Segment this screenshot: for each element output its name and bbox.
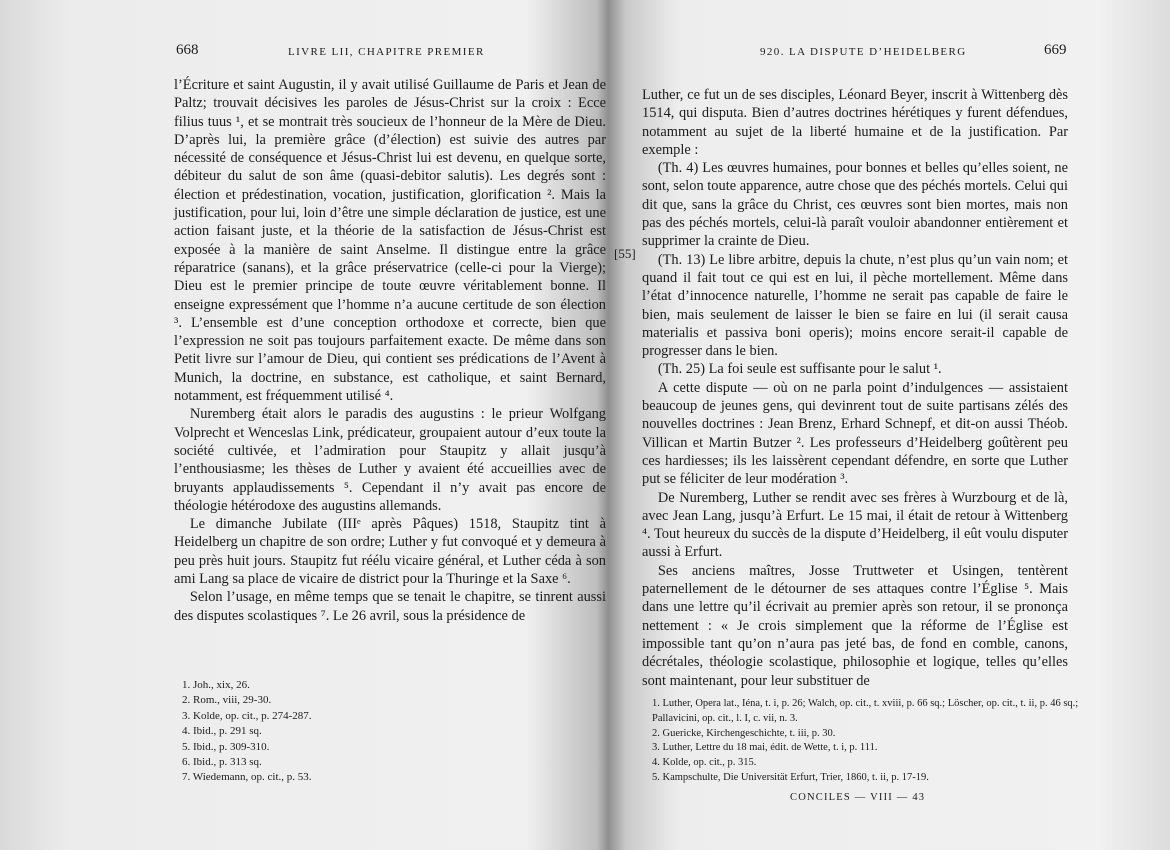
- paragraph: De Nuremberg, Luther se rendit avec ses frères à Wurzbourg et de là, avec Jean Lang, jusqu’à Erfurt. Le 15 mai, il était de retour à Wittenberg ⁴. Tout heureux du succès de la dispute d’Heidelberg, il eût voulu disputer aussi à Erfurt.: [642, 489, 1068, 561]
- footnote: 5. Kampschulte, Die Universität Erfurt, Trier, 1860, t. ii, p. 17-19.: [652, 771, 929, 783]
- footnote: 4. Ibid., p. 291 sq.: [182, 725, 262, 738]
- footnote: 4. Kolde, op. cit., p. 315.: [652, 757, 757, 769]
- paragraph: Nuremberg était alors le paradis des augustins : le prieur Wolfgang Volprecht et Wenceslas Link, prédicateur, groupaient autour d’eux toute la société cultivée, et l’admiration pour Staupitz y allait jusqu’à l’enthousiasme; les thèses de Luther y avaient été accueillies avec de bruyants applaudissements ⁵. Cependant il n’y avait pas encore de théologie hétérodoxe des augustins allemands.: [174, 406, 606, 514]
- footnotes: [182, 678, 312, 786]
- page-number: 668: [176, 42, 199, 58]
- page-number: 669: [1044, 42, 1067, 58]
- footnote: 1. Joh., xix, 26.: [182, 679, 250, 691]
- footnote: 1. Luther, Opera lat., Iéna, t. i, p. 26; Walch, op. cit., t. xviii, p. 66 sq.; Löscher, op. cit., t. ii, p. 46 sq.; Pallavicini, op. cit., l. I, c. vii, n. 3.: [652, 698, 1079, 724]
- paragraph: (Th. 13) Le libre arbitre, depuis la chute, n’est plus qu’un vain nom; et quand il fait tout ce qui est en lui, il pèche mortellement. Même dans l’état d’innocence naturelle, l’homme ne serait pas capable de faire le bien, mais seulement de laisser le bien se faire en lui (il serait causa materialis et passiva boni operis); moins encore serait-il capable de progresser dans le bien.: [642, 251, 1068, 360]
- paragraph: (Th. 4) Les œuvres humaines, pour bonnes et belles qu’elles soient, ne sont, selon toute apparence, autre chose que des péchés mortels. Celui qui dit que, sans la grâce du Christ, ces œuvres sont bien mortes, mais non pas des péchés mortels, celui-là paraît vouloir abandonner entièrement et supprimer la crainte de Dieu.: [642, 160, 1068, 250]
- running-head: 920. LA DISPUTE D’HEIDELBERG: [760, 46, 967, 58]
- body-text: [642, 86, 1068, 690]
- footnote: 6. Ibid., p. 313 sq.: [182, 756, 262, 769]
- footnote: 3. Luther, Lettre du 18 mai, édit. de Wette, t. i, p. 111.: [652, 742, 878, 754]
- footnotes: [652, 697, 1082, 786]
- paragraph: (Th. 25) La foi seule est suffisante pour le salut ¹.: [657, 361, 942, 378]
- footnote: 5. Ibid., p. 309-310.: [182, 740, 270, 753]
- paragraph: Selon l’usage, en même temps que se tenait le chapitre, se tinrent aussi des disputes scolastiques ⁷. Le 26 avril, sous la présidence de: [174, 589, 606, 624]
- paragraph: l’Écriture et saint Augustin, il y avait utilisé Guillaume de Paris et Jean de Paltz; trouvait décisives les paroles de Jésus-Christ sur la croix : Ecce filius tuus ¹, et se montrait très soucieux de l’honneur de la Mère de Dieu. D’après lui, la première grâce (d’élection) est suivie des autres par nécessité de conséquence et Jésus-Christ lui est devenu, en quelque sorte, débiteur du salut de son âme (quasi-debitor salutis). Les degrés sont : élection et prédestination, vocation, justification, glorification ². Mais la justification, pour lui, loin d’être une simple déclaration de justice, est une action faisant juste, et la théorie de la satisfaction de Jésus-Christ est exposée à la manière de saint Anselme. Il distingue entre la grâce réparatrice (sanans), et la grâce préservatrice (celle-ci pour la Vierge); Dieu est le premier principe de toute œuvre véritablement bonne. Il enseigne expressément que l’homme n’a aucune certitude de son élection ³. L’ensemble est d’une conception orthodoxe et correcte, bien que l’expression ne soit pas toujours parfaitement exacte. De même dans son Petit livre sur l’amour de Dieu, qui contient ses prédications de l’Avent à Munich, la doctrine, en substance, est catholique, et saint Bernard, notamment, est fréquemment utilisé ⁴.: [174, 77, 606, 405]
- body-text: [174, 76, 606, 625]
- paragraph: Le dimanche Jubilate (IIIᵉ après Pâques) 1518, Staupitz tint à Heidelberg un chapitre de son ordre; Luther y fut convoqué et y demeura à peu près huit jours. Staupitz fut réélu vicaire général, et Luther céda à son ami Lang sa place de vicaire de district pour la Thuringe et la Saxe ⁶.: [174, 516, 606, 588]
- footnote: 2. Rom., viii, 29-30.: [182, 694, 272, 707]
- footnote: 3. Kolde, op. cit., p. 274-287.: [182, 709, 312, 722]
- signature-mark: CONCILES — VIII — 43: [790, 792, 926, 803]
- paragraph: Ses anciens maîtres, Josse Truttweter et Usingen, tentèrent paternellement de le détourner de ses attaques contre l’Église ⁵. Mais dans une lettre qu’il écrivait au premier après son retour, il se prononça nettement : « Je crois simplement que la réforme de l’Église est impossible tant qu’on n’aura pas jeté bas, de fond en comble, canons, décrétales, théologie scolastique, philosophie et logique, telles qu’elles sont maintenant, pour leur substituer de: [642, 562, 1068, 689]
- right-page: [612, 0, 1170, 850]
- margin-mark: [55]: [614, 246, 636, 261]
- footnote: 7. Wiedemann, op. cit., p. 53.: [182, 771, 312, 784]
- paragraph: A cette dispute — où on ne parla point d’indulgences — assistaient beaucoup de jeunes gens, qui devinrent tout de suite partisans zélés des nouvelles doctrines : Jean Brenz, Erhard Schnepf, et dit-on aussi Théob. Villican et Martin Butzer ². Les professeurs d’Heidelberg goûtèrent peu ces hardiesses; ils les laissèrent cependant défendre, en sorte que Luther put se féliciter de leur modération ³.: [642, 379, 1068, 488]
- running-head: LIVRE LII, CHAPITRE PREMIER: [288, 46, 485, 58]
- paragraph: Luther, ce fut un de ses disciples, Léonard Beyer, inscrit à Wittenberg dès 1514, qui disputa. Bien d’autres doctrines hérétiques y furent défendues, notamment au sujet de la liberté humaine et de la justification. Par exemple :: [642, 87, 1068, 158]
- footnote: 2. Guericke, Kirchengeschichte, t. iii, p. 30.: [652, 727, 836, 739]
